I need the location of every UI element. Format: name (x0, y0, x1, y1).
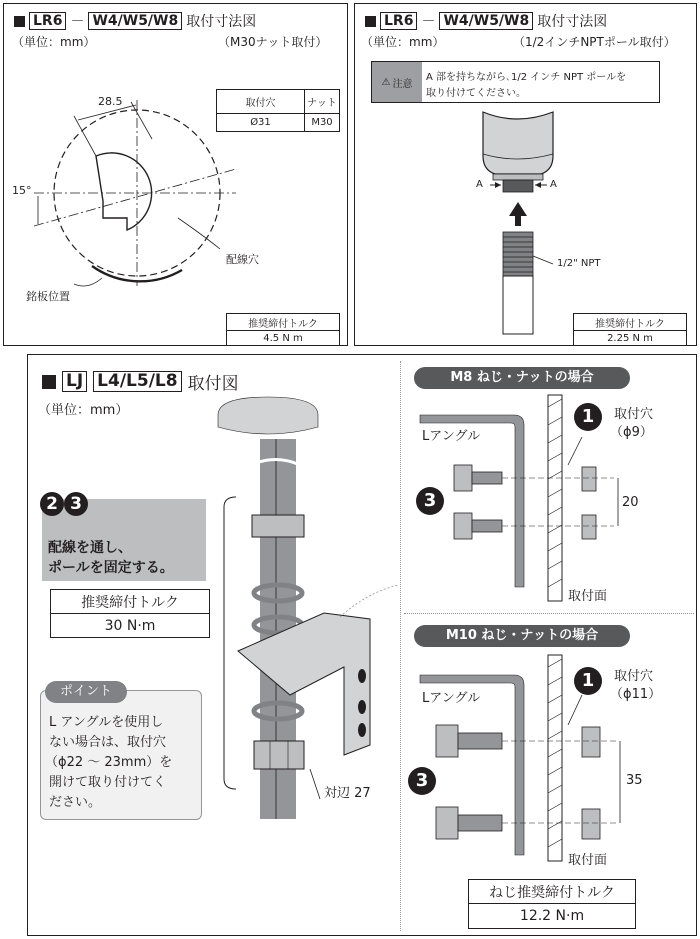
warning-icon: ⚠ (381, 76, 391, 88)
m10-hole-number-icon: 1 (574, 667, 602, 695)
panel2-unit: （単位：mm） (361, 35, 445, 49)
angle-15: 15° (12, 184, 32, 197)
point-label: ポイント (45, 681, 127, 703)
m8-bolt-number-icon: 3 (416, 487, 444, 515)
model-lr6-box: LR6 (380, 12, 417, 30)
panel-lr6-npt (354, 3, 697, 346)
m10-dim: 35 (626, 773, 643, 788)
panel3-unit: （単位：mm） (38, 403, 129, 418)
m10-hole-label-2: （ϕ11） (610, 687, 662, 702)
wire-hole-label: 配線穴 (226, 253, 259, 266)
spec-value-nut: M30 (305, 114, 340, 132)
panel3-torque-label: 推奨締付トルク (51, 590, 210, 614)
model-lj-box: LJ (62, 371, 87, 393)
step-text-1: 配線を通し、 (48, 540, 132, 556)
npt-label: 1/2" NPT (557, 258, 601, 269)
dash: － (421, 14, 436, 30)
m10-torque-label: ねじ推奨締付トルク (469, 880, 636, 904)
panel2-title: 取付寸法図 (537, 14, 608, 30)
spec-value-hole: Ø31 (217, 114, 305, 132)
m8-surface-label: 取付面 (568, 589, 608, 604)
point-text-1: L アングルを使用し (49, 715, 164, 730)
hex-size-label: 対辺 27 (324, 786, 371, 801)
step-3-icon: 3 (64, 492, 88, 516)
step-text-2: ポールを固定する。 (48, 560, 174, 576)
caution-text-1: A 部を持ちながら､1/2 インチ NPT ポールを (426, 72, 627, 83)
model-lr6-box: LR6 (29, 12, 66, 30)
panel3-title: 取付図 (187, 374, 239, 394)
panel1-torque-table (226, 313, 340, 346)
m8-title: M8 ねじ・ナットの場合 (414, 367, 630, 389)
m10-surface-label: 取付面 (568, 853, 608, 868)
point-text-2: ない場合は、取付穴 (49, 735, 167, 750)
dash: － (70, 14, 85, 30)
caution-label: 注意 (392, 78, 413, 90)
caution-text-2: 取り付けてください。 (426, 88, 526, 99)
m10-title: M10 ねじ・ナットの場合 (414, 625, 630, 647)
dim-28-5: 28.5 (98, 95, 123, 108)
label-a-left: A (476, 179, 483, 190)
panel3-torque-value: 30 N·m (51, 614, 210, 638)
spec-header-hole: 取付穴 (217, 90, 305, 114)
panel1-torque-value: 4.5 N m (227, 331, 340, 346)
panel1-unit: （単位：mm） (12, 35, 96, 49)
point-text-4: 開けて取り付けてく (49, 775, 167, 790)
panel1-subtitle: （M30ナット取付） (218, 35, 328, 49)
m10-bolt-number-icon: 3 (408, 767, 436, 795)
m8-hole-label-1: 取付穴 (614, 407, 654, 422)
m10-hole-label-1: 取付穴 (614, 669, 654, 684)
panel-lj-mounting (27, 354, 697, 936)
panel1-title: 取付寸法図 (186, 14, 257, 30)
spec-header-nut: ナット (305, 90, 340, 114)
point-text-3: （ϕ22 ～ 23mm）を (45, 755, 173, 770)
panel2-torque-table (573, 313, 687, 346)
m10-torque-value: 12.2 N·m (469, 904, 636, 929)
model-w-box: W4/W5/W8 (439, 12, 533, 30)
nameplate-label: 銘板位置 (26, 290, 70, 303)
panel1-torque-label: 推奨締付トルク (227, 314, 340, 331)
panel2-torque-value: 2.25 N m (574, 331, 687, 346)
model-l-box: L4/L5/L8 (93, 371, 181, 393)
panel2-subtitle: （1/2インチNPTポール取付） (513, 35, 676, 49)
m8-angle-label: Lアングル (422, 429, 481, 444)
step-2-icon: 2 (40, 492, 64, 516)
npt-pole-diagram (355, 4, 698, 347)
model-w-box: W4/W5/W8 (88, 12, 182, 30)
m10-torque-table (468, 879, 636, 929)
m8-hole-number-icon: 1 (574, 403, 602, 431)
label-a-right: A (550, 179, 557, 190)
point-text-5: ださい。 (49, 795, 102, 810)
panel-lr6-m30 (3, 3, 348, 346)
m8-hole-label-2: （ϕ9） (610, 425, 653, 440)
panel2-torque-label: 推奨締付トルク (574, 314, 687, 331)
m8-dim: 20 (622, 495, 639, 510)
m10-angle-label: Lアングル (422, 691, 481, 706)
